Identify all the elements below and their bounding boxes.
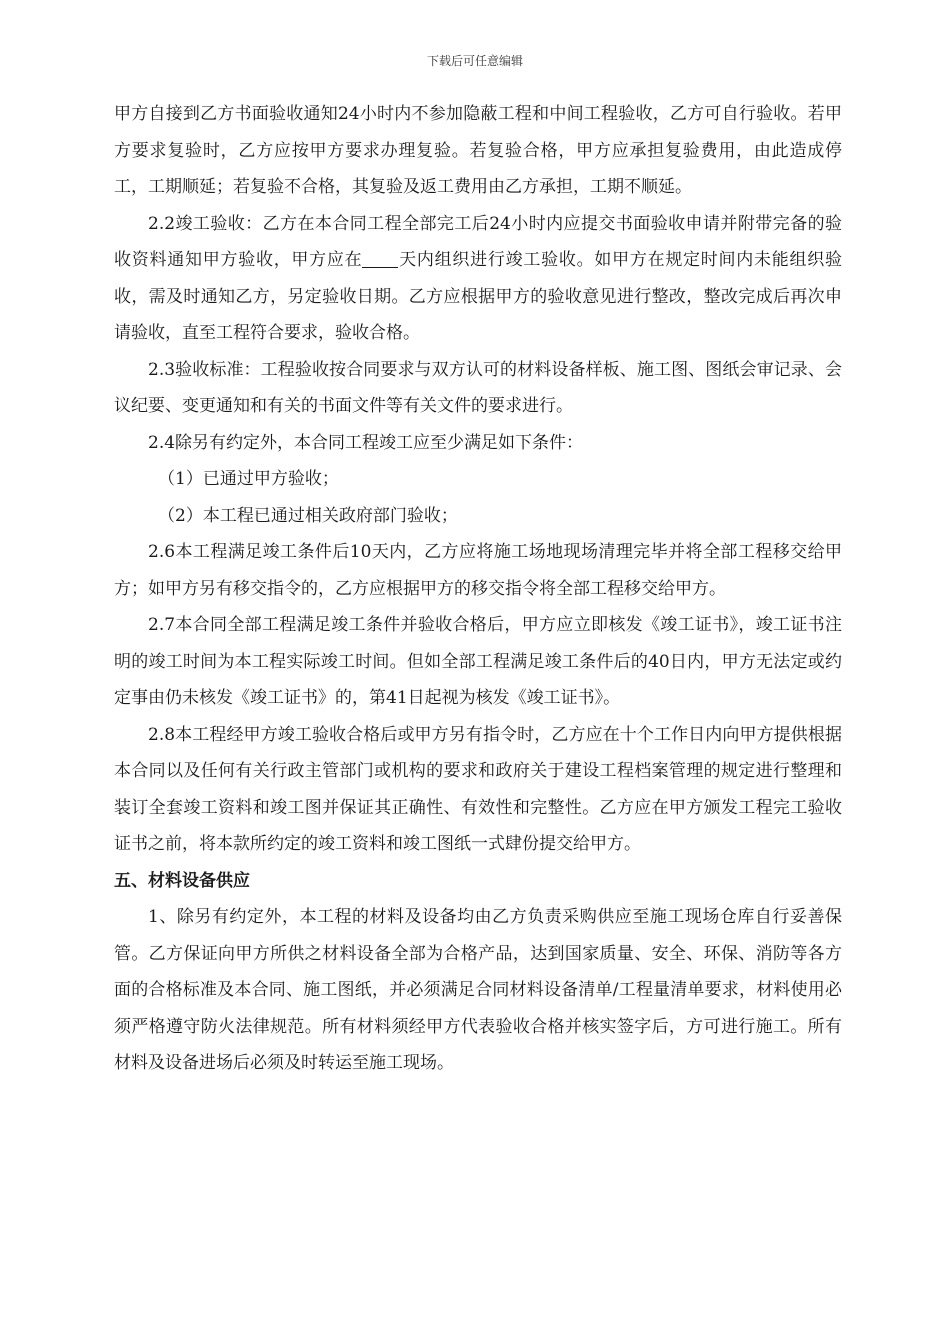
condition-item-2: （2）本工程已通过相关政府部门验收； (158, 505, 458, 526)
paragraph-2-4-completion-conditions: 2.4除另有约定外，本合同工程竣工应至少满足如下条件： (148, 432, 584, 453)
paragraph-2-2-part-b: 天内组织进行竣工验收。如甲方在规定时间内未能组织验收，需及时通知乙方，另定验收日期。乙方应根据甲方的验收意见进行整改，整改完成后再次申请验收，直至工程符合要求，验收合格。 (114, 250, 843, 343)
paragraph-material-supply-1: 1、除另有约定外，本工程的材料及设备均由乙方负责采购供应至施工现场仓库自行妥善保管。乙方保证向甲方所供之材料设备全部为合格产品，达到国家质量、安全、环保、消防等各方面的合格标准及本合同、施工图纸，并必须满足合同材料设备清单/工程量清单要求，材料使用必须严格遵守防火法律规范。所有材料须经甲方代表验收合格并核实签字后，方可进行施工。所有材料及设备进场后必须及时转运至施工现场。 (114, 907, 842, 1073)
paragraph-2-6-site-handover: 2.6本工程满足竣工条件后10天内，乙方应将施工场地现场清理完毕并将全部工程移交给甲方；如甲方另有移交指令的，乙方应根据甲方的移交指令将全部工程移交给甲方。 (114, 542, 842, 599)
paragraph-2-3-acceptance-standard: 2.3验收标准：工程验收按合同要求与双方认可的材料设备样板、施工图、图纸会审记录、会议纪要、变更通知和有关的书面文件等有关文件的要求进行。 (114, 359, 842, 416)
document-body (114, 96, 842, 1082)
section-heading-material-supply: 五、材料设备供应 (114, 870, 250, 891)
condition-item-1: （1）已通过甲方验收； (158, 469, 339, 489)
paragraph-2-2-completion-acceptance (114, 206, 842, 352)
paragraph-2-7-completion-certificate: 2.7本合同全部工程满足竣工条件并验收合格后，甲方应立即核发《竣工证书》，竣工证书注明的竣工时间为本工程实际竣工时间。但如全部工程满足竣工条件后的40日内，甲方无法定或约定事由仍未核发《竣工证书》的，第41日起视为核发《竣工证书》。 (114, 615, 842, 708)
page-header-note: 下载后可任意编辑 (426, 54, 523, 68)
paragraph-2-2-part-a: 2.2竣工验收：乙方在本合同工程全部完工后24小时内应提交书面验收申请并附带完备的验收资料通知甲方验收，甲方应在 (114, 213, 842, 270)
fill-in-blank-days (362, 250, 398, 268)
paragraph-hidden-works-acceptance: 甲方自接到乙方书面验收通知24小时内不参加隐蔽工程和中间工程验收，乙方可自行验收。若甲方要求复验时，乙方应按甲方要求办理复验。若复验合格，甲方应承担复验费用，由此造成停工，工期顺延；若复验不合格，其复验及返工费用由乙方承担，工期不顺延。 (114, 104, 842, 197)
paragraph-2-8-completion-documents: 2.8本工程经甲方竣工验收合格后或甲方另有指令时，乙方应在十个工作日内向甲方提供根据本合同以及任何有关行政主管部门或机构的要求和政府关于建设工程档案管理的规定进行整理和装订全套竣工资料和竣工图并保证其正确性、有效性和完整性。乙方应在甲方颁发工程完工验收证书之前，将本款所约定的竣工资料和竣工图纸一式肆份提交给甲方。 (114, 724, 842, 854)
